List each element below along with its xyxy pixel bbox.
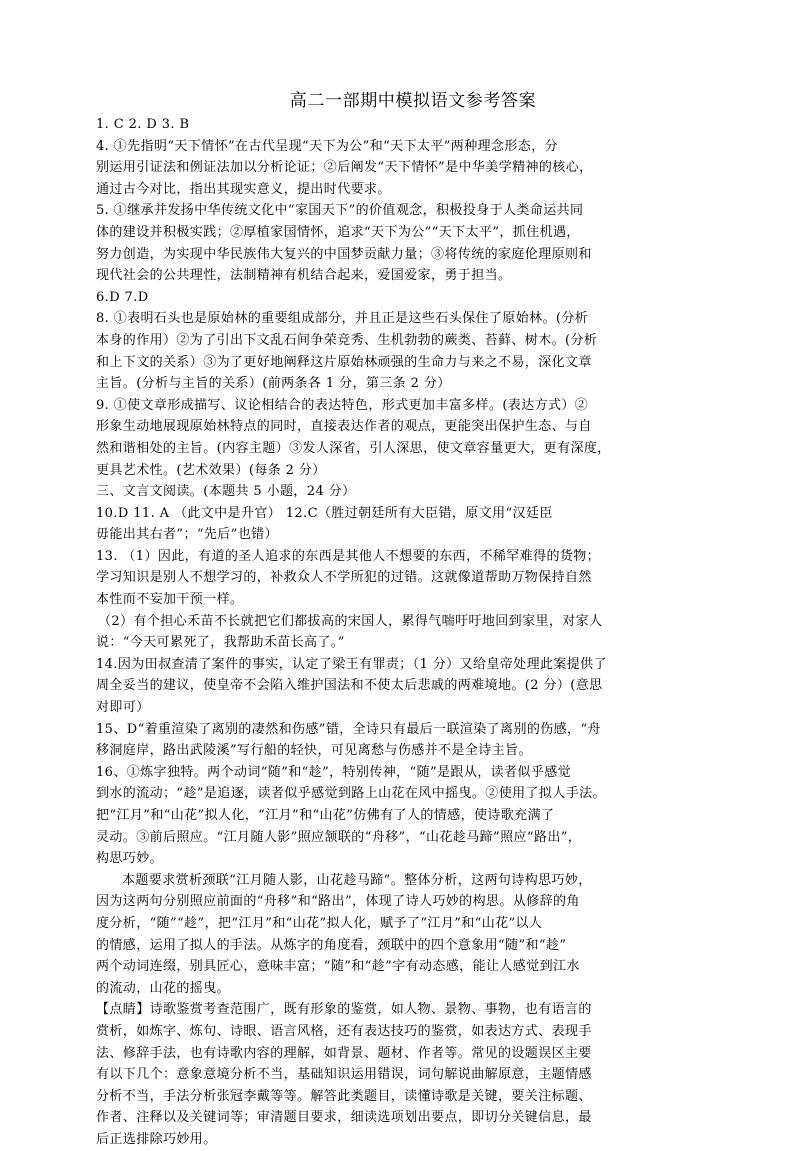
text-line: 作者、注释以及关键词等；审清题目要求，细读选项划出要点，即切分关键信息，最	[96, 1110, 592, 1126]
text-line: 本性而不妄加干预一样。	[96, 592, 244, 608]
text-line: 【点睛】诗歌鉴赏考查范围广，既有形象的鉴赏，如人物、景物、事物，也有语言的	[96, 1002, 592, 1018]
text-line: 到水的流动；“趁”是追逐，读者似乎感觉到路上山花在风中摇曳。②使用了拟人手法。	[96, 786, 606, 802]
text-line: 8. ①表明石头也是原始林的重要组成部分，并且正是这些石头保住了原始林。(分析	[96, 311, 589, 327]
text-line: 分析不当，手法分析张冠李戴等等。解答此类题目，读懂诗歌是关键，要关注标题、	[96, 1088, 592, 1104]
text-line: 15、D“着重渲染了离别的凄然和伤感”错，全诗只有最后一联渲染了离别的伤感，“舟	[96, 721, 601, 737]
text-line: 10.D 11. A （此文中是升官） 12.C（胜过朝廷所有大臣错，原文用“汉廷臣	[96, 505, 553, 521]
text-line: 学习知识是别人不想学习的，补救众人不学所犯的过错。这就像道帮助万物保持自然	[96, 570, 592, 586]
text-line: 有以下几个：意象意境分析不当，基础知识运用错误，词句解说曲解原意，主题情感	[96, 1067, 592, 1083]
text-line: 毋能出其右者”；“先后”也错）	[96, 527, 278, 543]
text-line: 把“江月”和“山花”拟人化，“江月”和“山花”仿佛有了人的情感，使诗歌充满了	[96, 808, 555, 823]
text-line: 说：“今天可累死了，我帮助禾苗长高了。”	[96, 635, 345, 651]
text-line: 然和谐相处的主旨。(内容主题）③发人深省，引人深思，使文章容量更大，更有深度，	[96, 440, 611, 456]
document-title: 高二一部期中模拟语文参考答案	[289, 91, 537, 111]
text-line: （2）有个担心禾苗不长就把它们都拔高的宋国人，累得气喘吁吁地回到家里，对家人	[98, 613, 603, 629]
text-line: 法、修辞手法，也有诗歌内容的理解，如背景、题材、作者等。常见的设题误区主要	[96, 1045, 592, 1061]
text-line: 因为这两句分别照应前面的“舟移”和“路出”，体现了诗人巧妙的构思。从修辞的角	[96, 894, 580, 910]
text-line: 13. （1）因此，有道的圣人追求的东西是其他人不想要的东西，不稀罕难得的货物；	[96, 548, 601, 564]
text-line: 4. ①先指明“天下情怀”在古代呈现“天下为公”和“天下太平”两种理念形态，分	[96, 138, 559, 154]
answer-body	[96, 114, 694, 1151]
text-line: 和上下文的关系）③为了更好地阐释这片原始林顽强的生命力与来之不易，深化文章	[96, 354, 592, 370]
text-line: 努力创造，为实现中华民族伟大复兴的中国梦贡献力量；③将传统的家庭伦理原则和	[96, 246, 592, 262]
text-line: 现代社会的公共理性，法制精神有机结合起来，爱国爱家，勇于担当。	[96, 268, 512, 284]
text-line: 构思巧妙。	[96, 851, 164, 867]
text-line: 的流动，山花的摇曳。	[96, 980, 231, 996]
text-line: 的情感，运用了拟人的手法。从炼字的角度看，颈联中的四个意象用“随”和“趁”	[96, 937, 567, 953]
text-line: 通过古今对比，指出其现实意义，提出时代要求。	[96, 181, 391, 197]
text-line: 5. ①继承并发扬中华传统文化中“家国天下”的价值观念，积极投身于人类命运共同	[96, 203, 584, 219]
text-line: 度分析，“随”“趁”，把“江月”和“山花”拟人化，赋予了“江月”和“山花”以人	[96, 915, 543, 931]
text-line: 赏析，如炼字、炼句、诗眼、语言风格，还有表达技巧的鉴赏，如表达方式、表现手	[96, 1023, 592, 1039]
text-line: 形象生动地展现原始林特点的同时，直接表达作者的观点，更能突出保护生态、与自	[96, 419, 592, 435]
text-line: 三、文言文阅读。(本题共 5 小题，24 分）	[96, 484, 356, 500]
text-line: 灵动。③前后照应。“江月随人影”照应颔联的“舟移”，“山花趁马蹄”照应“路出”，	[96, 829, 582, 845]
text-line: 周全妥当的建议，使皇帝不会陷入维护国法和不使太后悲戚的两难境地。(2 分）(意思	[96, 678, 603, 694]
text-line: 本身的作用）②为了引出下文乱石间争荣竞秀、生机勃勃的蕨类、苔藓、树木。(分析	[96, 332, 598, 348]
text-line: 14.因为田叔查清了案件的事实，认定了梁王有罪责；（1 分）又给皇帝处理此案提供了	[96, 656, 607, 672]
text-line: 更具艺术性。(艺术效果）(每条 2 分）	[96, 462, 326, 478]
text-line: 对即可）	[96, 700, 150, 716]
text-line: 6.D 7.D	[96, 289, 149, 305]
text-line: 1. C 2. D 3. B	[96, 117, 190, 132]
text-line: 两个动词连缀，别具匠心，意味丰富；“随”和“趁”字有动态感，能让人感觉到江水	[96, 959, 580, 975]
text-line: 体的建设并积极实践；②厚植家国情怀，追求“天下为公”“天下太平”，抓住机遇，	[96, 224, 580, 240]
text-line: 本题要求赏析颈联“江月随人影，山花趁马蹄”。整体分析，这两句诗构思巧妙，	[122, 872, 592, 888]
text-line: 9. ①使文章形成描写、议论相结合的表达特色，形式更加丰富多样。(表达方式）②	[96, 397, 589, 413]
text-line: 主旨。(分析与主旨的关系）(前两条各 1 分，第三条 2 分）	[96, 376, 451, 392]
answer-key-document	[96, 88, 694, 1151]
text-line: 移洞庭岸，路出武陵溪”写行船的轻快，可见离愁与伤感并不是全诗主旨。	[96, 743, 532, 759]
text-line: 别运用引证法和例证法加以分析论证；②后阐发“天下情怀”是中华美学精神的核心，	[96, 160, 593, 176]
text-line: 16、①炼字独特。两个动词“随”和“趁”，特别传神，“随”是跟从，读者似乎感觉	[96, 764, 572, 780]
text-line: 后正选排除巧妙用。	[96, 1131, 217, 1147]
